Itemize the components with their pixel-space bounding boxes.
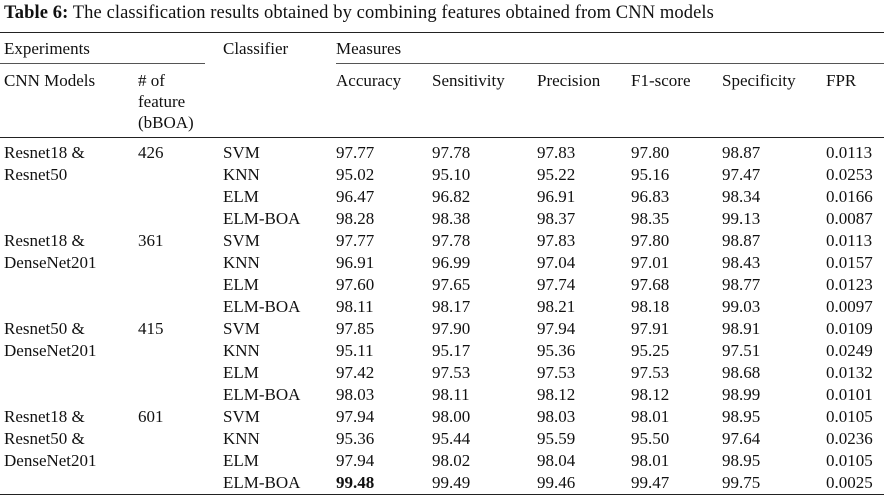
cell-specificity: 99.75 [722, 473, 761, 492]
cell-sensitivity: 98.11 [432, 385, 470, 404]
header-f1: F1-score [631, 71, 691, 90]
cell-fpr: 0.0132 [826, 363, 873, 382]
cell-precision: 95.59 [537, 429, 576, 448]
cell-specificity: 98.77 [722, 275, 761, 294]
cell-sensitivity: 97.65 [432, 275, 471, 294]
cell-fpr: 0.0123 [826, 275, 873, 294]
cell-specificity: 98.95 [722, 407, 761, 426]
cell-accuracy: 97.94 [336, 451, 375, 470]
cell-f1: 95.16 [631, 165, 670, 184]
cell-accuracy: 98.11 [336, 297, 374, 316]
cell-precision: 97.53 [537, 363, 576, 382]
header-classifier: Classifier [223, 39, 289, 58]
cell-specificity: 97.51 [722, 341, 761, 360]
cell-precision: 95.36 [537, 341, 576, 360]
cell-specificity: 98.34 [722, 187, 761, 206]
cell-sensitivity: 95.44 [432, 429, 471, 448]
cell-fpr: 0.0113 [826, 231, 873, 250]
experiments-subrule [0, 63, 205, 64]
cell-fpr: 0.0109 [826, 319, 873, 338]
caption-text: The classification results obtained by combining features obtained from CNN models [72, 3, 714, 23]
header-measures: Measures [336, 39, 402, 58]
cell-f1: 97.53 [631, 363, 670, 382]
cell-precision: 97.74 [537, 275, 576, 294]
cell-precision: 98.03 [537, 407, 576, 426]
cell-accuracy: 95.36 [336, 429, 375, 448]
cell-accuracy: 97.77 [336, 231, 375, 250]
cell-f1: 95.25 [631, 341, 670, 360]
cell-f1: 97.80 [631, 231, 670, 250]
cell-f1: 98.01 [631, 451, 670, 470]
cell-specificity: 97.47 [722, 165, 761, 184]
cell-accuracy: 97.42 [336, 363, 375, 382]
cell-f1: 97.01 [631, 253, 670, 272]
cell-fpr: 0.0236 [826, 429, 873, 448]
header-sensitivity: Sensitivity [432, 71, 505, 90]
header-fpr: FPR [826, 71, 857, 90]
cell-specificity: 98.95 [722, 451, 761, 470]
cell-sensitivity: 96.82 [432, 187, 471, 206]
cell-sensitivity: 95.10 [432, 165, 471, 184]
cell-accuracy: 99.48 [336, 473, 375, 492]
cnn-model-label: Resnet18 & [4, 143, 85, 162]
cell-specificity: 99.13 [722, 209, 761, 228]
cell-classifier: SVM [223, 319, 260, 338]
cell-f1: 97.68 [631, 275, 670, 294]
header-experiments: Experiments [4, 39, 90, 58]
cell-fpr: 0.0166 [826, 187, 873, 206]
cell-specificity: 98.91 [722, 319, 761, 338]
cell-precision: 98.12 [537, 385, 576, 404]
cell-fpr: 0.0025 [826, 473, 873, 492]
feature-count: 415 [138, 319, 164, 338]
cell-f1: 98.18 [631, 297, 670, 316]
cell-sensitivity: 97.78 [432, 143, 471, 162]
cell-accuracy: 97.77 [336, 143, 375, 162]
cell-classifier: KNN [223, 341, 260, 360]
caption-label: Table 6: [4, 3, 69, 23]
feature-count: 361 [138, 231, 164, 250]
cell-classifier: KNN [223, 429, 260, 448]
cnn-model-label: Resnet50 [4, 165, 68, 184]
top-rule [0, 32, 884, 33]
cell-specificity: 98.99 [722, 385, 761, 404]
cell-fpr: 0.0105 [826, 407, 873, 426]
measures-subrule [336, 63, 884, 64]
cell-f1: 98.35 [631, 209, 670, 228]
cnn-model-label: Resnet18 & [4, 231, 85, 250]
header-num-feature-line1: # of [138, 71, 165, 90]
feature-count: 426 [138, 143, 164, 162]
cell-classifier: SVM [223, 143, 260, 162]
cell-precision: 98.04 [537, 451, 576, 470]
cell-sensitivity: 97.90 [432, 319, 471, 338]
cell-specificity: 98.87 [722, 231, 761, 250]
cell-accuracy: 98.28 [336, 209, 375, 228]
header-accuracy: Accuracy [336, 71, 402, 90]
cell-classifier: ELM-BOA [223, 473, 301, 492]
cell-classifier: ELM-BOA [223, 209, 301, 228]
cell-classifier: KNN [223, 253, 260, 272]
cell-sensitivity: 98.00 [432, 407, 471, 426]
cell-f1: 97.91 [631, 319, 670, 338]
cell-classifier: ELM [223, 363, 259, 382]
header-specificity: Specificity [722, 71, 796, 90]
table-caption [4, 3, 714, 24]
cnn-model-label: Resnet18 & [4, 407, 85, 426]
cell-fpr: 0.0101 [826, 385, 873, 404]
cell-classifier: KNN [223, 165, 260, 184]
cell-f1: 96.83 [631, 187, 670, 206]
cell-precision: 97.83 [537, 143, 576, 162]
cell-accuracy: 96.47 [336, 187, 375, 206]
cell-precision: 97.83 [537, 231, 576, 250]
feature-count: 601 [138, 407, 164, 426]
cell-accuracy: 96.91 [336, 253, 375, 272]
cell-classifier: ELM [223, 451, 259, 470]
cnn-model-label: DenseNet201 [4, 253, 97, 272]
cell-precision: 95.22 [537, 165, 576, 184]
cell-accuracy: 95.02 [336, 165, 375, 184]
header-num-feature-line2: feature [138, 92, 186, 111]
cnn-model-label: DenseNet201 [4, 451, 97, 470]
cell-sensitivity: 97.78 [432, 231, 471, 250]
header-rule [0, 137, 884, 138]
cell-sensitivity: 95.17 [432, 341, 471, 360]
cell-f1: 99.47 [631, 473, 670, 492]
cell-f1: 98.01 [631, 407, 670, 426]
cell-specificity: 98.87 [722, 143, 761, 162]
cell-specificity: 98.43 [722, 253, 761, 272]
cell-sensitivity: 96.99 [432, 253, 471, 272]
cnn-model-label: Resnet50 & [4, 429, 85, 448]
cell-f1: 98.12 [631, 385, 670, 404]
cell-precision: 97.04 [537, 253, 576, 272]
cell-sensitivity: 97.53 [432, 363, 471, 382]
cell-f1: 97.80 [631, 143, 670, 162]
cell-specificity: 98.68 [722, 363, 761, 382]
cnn-model-label: Resnet50 & [4, 319, 85, 338]
cell-precision: 97.94 [537, 319, 576, 338]
cell-sensitivity: 99.49 [432, 473, 471, 492]
cell-classifier: ELM [223, 275, 259, 294]
cell-specificity: 97.64 [722, 429, 761, 448]
cell-classifier: SVM [223, 231, 260, 250]
cell-fpr: 0.0087 [826, 209, 873, 228]
cnn-model-label: DenseNet201 [4, 341, 97, 360]
cell-classifier: SVM [223, 407, 260, 426]
cell-f1: 95.50 [631, 429, 670, 448]
header-cnn-models: CNN Models [4, 71, 96, 90]
cell-classifier: ELM-BOA [223, 385, 301, 404]
header-num-feature-line3: (bBOA) [138, 113, 194, 132]
cell-sensitivity: 98.38 [432, 209, 471, 228]
cell-accuracy: 97.60 [336, 275, 375, 294]
cell-sensitivity: 98.02 [432, 451, 471, 470]
cell-fpr: 0.0157 [826, 253, 873, 272]
cell-accuracy: 97.94 [336, 407, 375, 426]
cell-precision: 99.46 [537, 473, 576, 492]
cell-precision: 98.37 [537, 209, 576, 228]
cell-accuracy: 95.11 [336, 341, 374, 360]
cell-fpr: 0.0105 [826, 451, 873, 470]
cell-fpr: 0.0113 [826, 143, 873, 162]
cell-fpr: 0.0249 [826, 341, 873, 360]
cell-fpr: 0.0097 [826, 297, 873, 316]
cell-accuracy: 97.85 [336, 319, 375, 338]
bottom-rule [0, 494, 884, 495]
cell-classifier: ELM [223, 187, 259, 206]
cell-specificity: 99.03 [722, 297, 761, 316]
cell-accuracy: 98.03 [336, 385, 375, 404]
cell-classifier: ELM-BOA [223, 297, 301, 316]
cell-sensitivity: 98.17 [432, 297, 471, 316]
header-precision: Precision [537, 71, 601, 90]
cell-fpr: 0.0253 [826, 165, 873, 184]
cell-precision: 98.21 [537, 297, 576, 316]
cell-precision: 96.91 [537, 187, 576, 206]
